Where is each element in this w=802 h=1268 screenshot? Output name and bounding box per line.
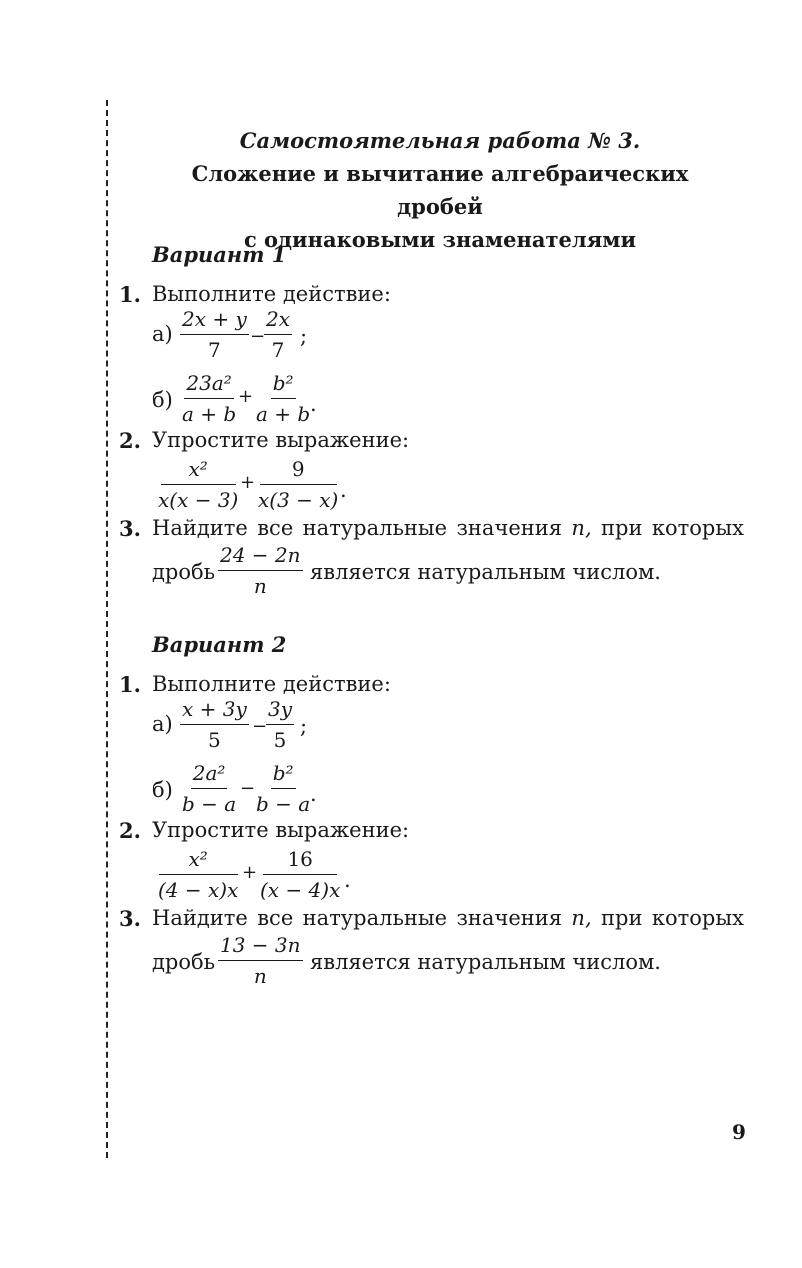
cut-line xyxy=(106,100,108,1158)
v2-task3-line-1 xyxy=(152,906,744,930)
denominator: 5 xyxy=(208,728,221,752)
numerator: x² xyxy=(159,846,238,875)
v2-task3-post: является натуральным числом. xyxy=(310,950,661,974)
v2-task1b-label: б) xyxy=(152,778,173,802)
operator: + xyxy=(242,862,258,883)
numerator: x² xyxy=(161,456,236,485)
v1-task1a-label: а) xyxy=(152,322,173,346)
denominator: b − a xyxy=(182,792,237,816)
punctuation: ; xyxy=(300,324,308,348)
v1-task3-post: является натуральным числом. xyxy=(310,560,661,584)
denominator: a + b xyxy=(256,402,311,426)
v1-task1b-fraction-1 xyxy=(180,370,238,427)
v1-task1-number: 1. xyxy=(119,282,141,307)
word: n, xyxy=(571,516,592,540)
v1-task3-line-1 xyxy=(152,516,744,540)
v2-task2-text: Упростите выражение: xyxy=(152,818,410,842)
operator: + xyxy=(238,386,254,407)
v2-task1-number: 1. xyxy=(119,672,141,697)
punctuation: ; xyxy=(300,714,308,738)
operator: − xyxy=(250,326,266,347)
v1-task2-text: Упростите выражение: xyxy=(152,428,410,452)
v2-task1b-fraction-2 xyxy=(254,760,312,817)
v1-task1b-fraction-2 xyxy=(254,370,312,427)
denominator: x(x − 3) xyxy=(158,488,239,512)
numerator: 2a² xyxy=(191,760,228,789)
numerator: x + 3y xyxy=(180,696,249,725)
numerator: 3y xyxy=(266,696,294,725)
denominator: (x − 4)x xyxy=(260,878,341,902)
v1-task3-pre: дробь xyxy=(152,560,216,584)
numerator: 24 − 2n xyxy=(218,542,303,571)
v2-task2-fraction-2 xyxy=(258,846,342,903)
numerator: 2x xyxy=(264,306,292,335)
title-line-2: Сложение и вычитание алгебраических дробей xyxy=(191,161,689,219)
numerator: 13 − 3n xyxy=(218,932,303,961)
v1-task2-fraction-1 xyxy=(156,456,240,513)
word: которых xyxy=(651,516,744,540)
page-number: 9 xyxy=(732,1120,746,1144)
denominator: n xyxy=(253,964,267,988)
v2-task1-text: Выполните действие: xyxy=(152,672,391,696)
title-line-3: с одинаковыми знаменателями xyxy=(243,227,637,252)
v2-task1a-fraction-2 xyxy=(266,696,294,753)
word: которых xyxy=(651,906,744,930)
word: n, xyxy=(571,906,592,930)
operator: − xyxy=(252,716,268,737)
punctuation: . xyxy=(340,478,347,502)
v1-task1a-fraction-2 xyxy=(264,306,292,363)
v1-task1b-label: б) xyxy=(152,388,173,412)
numerator: b² xyxy=(271,760,296,789)
v1-task3-fraction xyxy=(218,542,303,599)
word: Найдите xyxy=(152,516,248,540)
punctuation: . xyxy=(344,868,351,892)
word: значения xyxy=(456,516,562,540)
punctuation: . xyxy=(310,782,317,806)
denominator: (4 − x)x xyxy=(158,878,239,902)
denominator: 5 xyxy=(273,728,287,752)
denominator: 7 xyxy=(271,338,285,362)
word: натуральные xyxy=(302,906,448,930)
numerator: 2x + y xyxy=(180,306,249,335)
v2-task3-fraction xyxy=(218,932,303,989)
v2-task2-number: 2. xyxy=(119,818,141,843)
denominator: n xyxy=(253,574,267,598)
punctuation: . xyxy=(310,392,317,416)
word: при xyxy=(601,906,643,930)
worksheet-title xyxy=(150,124,730,256)
word: все xyxy=(257,906,294,930)
v2-task1a-fraction-1 xyxy=(180,696,249,753)
numerator: 23a² xyxy=(184,370,233,399)
denominator: a + b xyxy=(182,402,237,426)
numerator: b² xyxy=(271,370,296,399)
v2-task2-fraction-1 xyxy=(156,846,240,903)
v1-task3-number: 3. xyxy=(119,516,141,541)
variant-2-title: Вариант 2 xyxy=(152,632,287,657)
title-line-1: Самостоятельная работа № 3. xyxy=(239,128,641,153)
denominator: x(3 − x) xyxy=(258,488,339,512)
variant-1-title: Вариант 1 xyxy=(152,242,287,267)
v2-task3-pre: дробь xyxy=(152,950,216,974)
numerator: 9 xyxy=(260,456,337,485)
word: Найдите xyxy=(152,906,248,930)
v2-task1a-label: а) xyxy=(152,712,173,736)
v1-task2-fraction-2 xyxy=(256,456,340,513)
operator: − xyxy=(240,778,256,799)
v1-task1a-fraction-1 xyxy=(180,306,249,363)
word: все xyxy=(257,516,294,540)
v2-task1b-fraction-1 xyxy=(180,760,238,817)
denominator: 7 xyxy=(208,338,221,362)
v2-task3-number: 3. xyxy=(119,906,141,931)
v1-task2-number: 2. xyxy=(119,428,141,453)
v1-task1-text: Выполните действие: xyxy=(152,282,391,306)
word: при xyxy=(601,516,643,540)
numerator: 16 xyxy=(263,846,336,875)
word: натуральные xyxy=(302,516,448,540)
operator: + xyxy=(240,472,256,493)
word: значения xyxy=(456,906,562,930)
denominator: b − a xyxy=(256,792,311,816)
